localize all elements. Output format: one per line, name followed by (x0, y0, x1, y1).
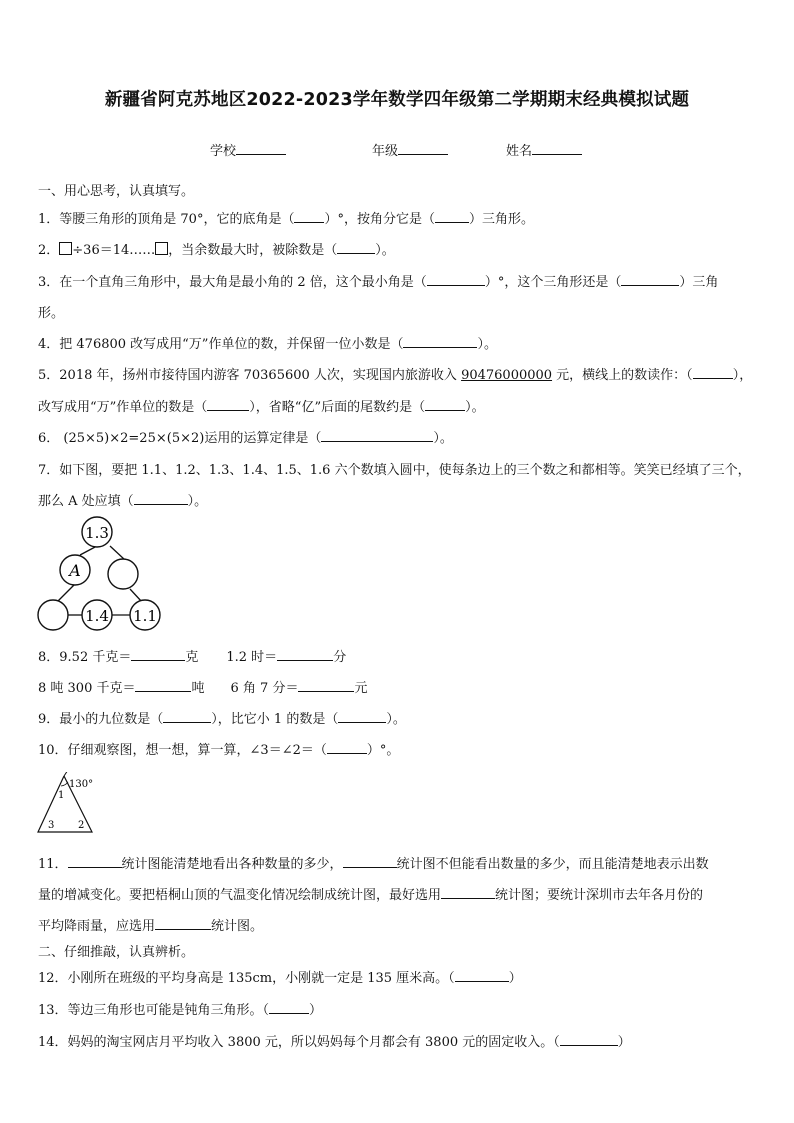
angle-2-label: 2 (78, 820, 85, 831)
q10-blank[interactable] (327, 741, 367, 754)
question-11-line-3: 平均降雨量，应选用 统计图。 (38, 919, 264, 934)
q5-underlined-number: 90476000000 (461, 368, 553, 383)
q2-box-remainder[interactable] (155, 242, 168, 255)
q12-blank[interactable] (455, 969, 509, 982)
question-13: 13．等边三角形也可能是钝角三角形。（ ） (38, 1003, 323, 1018)
label-top: 1.3 (85, 524, 109, 542)
page-title: 新疆省阿克苏地区2022-2023学年数学四年级第二学期期末经典模拟试题 (104, 90, 690, 110)
school-label: 学校 (210, 144, 237, 159)
q6-blank[interactable] (321, 429, 433, 442)
question-11: 11． 统计图能清楚地看出各种数量的多少， 统计图不但能看出数量的多少，而且能清楚地表示出数 (38, 857, 709, 872)
label-a: A (69, 561, 81, 580)
angle-1-label: 1 (58, 790, 65, 801)
question-1: 1．等腰三角形的顶角是 70°，它的底角是（ ）°，按角分它是（ ）三角形。 (38, 212, 534, 227)
grade-label: 年级 (372, 144, 399, 159)
section-2-heading: 二、仔细推敲，认真辨析。 (38, 945, 195, 960)
q1-blank-1[interactable] (294, 210, 324, 223)
q2-box-dividend[interactable] (59, 242, 72, 255)
question-8: 8．9.52 千克＝ 克 1.2 时＝ 分 (38, 650, 347, 665)
question-12: 12．小刚所在班级的平均身高是 135cm，小刚就一定是 135 厘米高。（ ） (38, 971, 522, 986)
grade-field (372, 140, 448, 159)
q5-blank-3[interactable] (425, 398, 465, 411)
question-6: 6． (25×5)×2=25×(5×2)运用的运算定律是（ ）。 (38, 431, 453, 446)
label-bottom-right: 1.1 (133, 607, 157, 625)
question-4: 4．把 476800 改写成用“万”作单位的数，并保留一位小数是（ ）。 (38, 337, 497, 352)
question-5-line-2: 改写成用“万”作单位的数是（ ），省略“亿”后面的尾数约是（ ）。 (38, 400, 485, 415)
q11-blank-4[interactable] (155, 917, 211, 930)
q13-blank[interactable] (269, 1001, 309, 1014)
question-3-cont: 形。 (38, 306, 65, 321)
question-3: 3．在一个直角三角形中，最大角是最小角的 2 倍，这个最小角是（ ）°，这个三角形还是（ ）三角 (38, 275, 719, 290)
question-2: 2． ÷36＝14…… ，当余数最大时，被除数是（ ）。 (38, 243, 395, 258)
school-blank[interactable] (236, 141, 286, 155)
q5-blank-1[interactable] (693, 366, 733, 379)
question-11-line-2: 量的增减变化。要把梧桐山顶的气温变化情况绘制成统计图，最好选用 统计图；要统计深圳市去年各月份的 (38, 888, 704, 903)
school-field (210, 140, 286, 159)
q14-blank[interactable] (560, 1033, 618, 1046)
question-14: 14．妈妈的淘宝网店月平均收入 3800 元，所以妈妈每个月都会有 3800 元的固定收入。（ ） (38, 1035, 631, 1050)
q11-blank-3[interactable] (441, 886, 495, 899)
angle-label: 130° (69, 779, 94, 790)
q9-blank-2[interactable] (338, 710, 386, 723)
q7-triangle-figure (30, 512, 170, 637)
q9-blank-1[interactable] (163, 710, 211, 723)
name-blank[interactable] (532, 141, 582, 155)
question-5: 5．2018 年，扬州市接待国内游客 70365600 人次，实现国内旅游收入 90476000000 元，横线上的数读作：（ ）， (38, 368, 753, 383)
circle-empty-right[interactable] (108, 559, 138, 589)
q11-blank-2[interactable] (343, 855, 397, 868)
angle-3-label: 3 (48, 820, 55, 831)
q11-blank-1[interactable] (68, 855, 122, 868)
q3-blank-2[interactable] (621, 273, 679, 286)
question-7-line-2: 那么 A 处应填（ ）。 (38, 494, 208, 509)
question-10: 10．仔细观察图，想一想，算一算，∠3＝∠2＝（ ）°。 (38, 743, 400, 758)
name-field (506, 140, 582, 159)
section-1-heading: 一、用心思考，认真填写。 (38, 184, 195, 199)
q8-blank-1[interactable] (131, 648, 185, 661)
circle-empty-left[interactable] (38, 600, 68, 630)
question-8-line-2: 8 吨 300 千克＝ 吨 6 角 7 分＝ 元 (38, 681, 368, 696)
q3-blank-1[interactable] (427, 273, 485, 286)
q8-blank-3[interactable] (135, 679, 191, 692)
q4-blank[interactable] (403, 335, 477, 348)
q5-blank-2[interactable] (207, 398, 249, 411)
question-9: 9．最小的九位数是（ ），比它小 1 的数是（ ）。 (38, 712, 406, 727)
q2-blank[interactable] (337, 241, 375, 254)
name-label: 姓名 (506, 144, 533, 159)
q8-blank-4[interactable] (298, 679, 354, 692)
q1-blank-2[interactable] (435, 210, 469, 223)
grade-blank[interactable] (398, 141, 448, 155)
q8-blank-2[interactable] (277, 648, 333, 661)
q10-triangle-figure (36, 772, 106, 836)
question-7: 7．如下图，要把 1.1、1.2、1.3、1.4、1.5、1.6 六个数填入圆中，使每条边上的三个数之和都相等。笑笑已经填了三个， (38, 463, 751, 478)
label-bottom-mid: 1.4 (85, 607, 109, 625)
q7-blank[interactable] (134, 492, 188, 505)
